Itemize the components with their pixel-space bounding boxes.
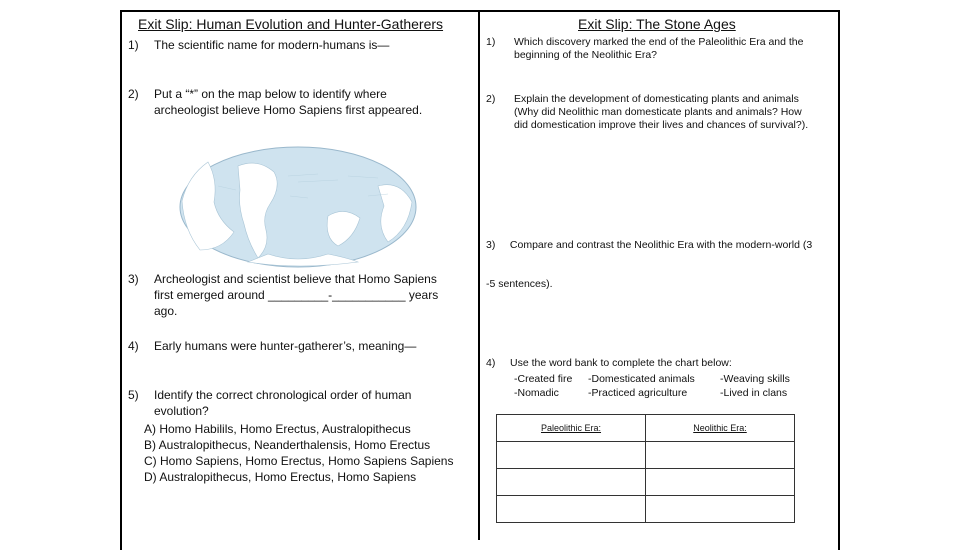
- q2-line1: Put a “*” on the map below to identify where: [154, 87, 387, 101]
- q5-line1: Identify the correct chronological order of human: [154, 388, 412, 402]
- q4-number: 4): [128, 339, 139, 353]
- world-map[interactable]: [178, 146, 418, 268]
- era-chart: [496, 414, 795, 523]
- left-q1: [128, 37, 390, 53]
- bank-practiced-agriculture: -Practiced agriculture: [588, 387, 688, 399]
- r-q3-line2: -5 sentences).: [486, 278, 553, 290]
- q5-option-d: D) Australopithecus, Homo Erectus, Homo Sapiens: [144, 470, 417, 484]
- q5-option-b: B) Australopithecus, Neanderthalensis, Homo Erectus: [144, 438, 431, 452]
- left-title: Exit Slip: Human Evolution and Hunter-Gatherers: [138, 16, 444, 32]
- left-q3: [128, 271, 468, 318]
- left-q4: [128, 338, 417, 354]
- right-q2: [486, 93, 836, 131]
- q4-text: Early humans were hunter-gatherer’s, meaning—: [154, 339, 417, 353]
- r-q4-number: 4): [486, 357, 496, 369]
- r-q2-line3: did domestication improve their lives and chances of survival?).: [514, 119, 809, 131]
- r-q1-number: 1): [486, 36, 496, 48]
- right-q3: [486, 213, 812, 304]
- q5-line2: evolution?: [154, 404, 209, 418]
- right-title: Exit Slip: The Stone Ages: [578, 16, 736, 32]
- chart-cell[interactable]: [646, 469, 795, 496]
- right-q4: [486, 357, 836, 370]
- q3-line1: Archeologist and scientist believe that Homo Sapiens: [154, 272, 437, 286]
- q5-option-a: A) Homo Habilils, Homo Erectus, Australopithecus: [144, 422, 411, 436]
- r-q2-number: 2): [486, 93, 496, 105]
- bank-created-fire: -Created fire: [514, 373, 573, 385]
- chart-cell[interactable]: [646, 442, 795, 469]
- chart-cell[interactable]: [646, 496, 795, 523]
- right-q1: [486, 36, 836, 61]
- r-q3-line1: 3) Compare and contrast the Neolithic Era with the modern-world (3: [486, 239, 813, 251]
- q2-number: 2): [128, 87, 139, 101]
- r-q4-text: Use the word bank to complete the chart below:: [510, 357, 732, 369]
- chart-cell[interactable]: [497, 496, 646, 523]
- bank-domesticated-animals: -Domesticated animals: [588, 373, 695, 385]
- q5-number: 5): [128, 388, 139, 402]
- r-q2-line1: Explain the development of domesticating plants and animals: [514, 93, 799, 105]
- chart-cell[interactable]: [497, 469, 646, 496]
- left-q5: [128, 387, 468, 484]
- bank-nomadic: -Nomadic: [514, 387, 559, 399]
- paleolithic-header: Paleolithic Era:: [497, 415, 646, 442]
- q5-option-c: C) Homo Sapiens, Homo Erectus, Homo Sapiens Sapiens: [144, 454, 454, 468]
- q3-line3: ago.: [154, 304, 178, 318]
- q2-line2: archeologist believe Homo Sapiens first appeared.: [154, 103, 423, 117]
- q3-line2: first emerged around _________-___________ years: [154, 288, 439, 302]
- bank-lived-in-clans: -Lived in clans: [720, 387, 788, 399]
- left-q2: [128, 86, 448, 117]
- neolithic-header: Neolithic Era:: [646, 415, 795, 442]
- r-q1-line2: beginning of the Neolithic Era?: [514, 49, 658, 61]
- r-q2-line2: (Why did Neolithic man domesticate plants and animals? How: [514, 106, 802, 118]
- r-q1-line1: Which discovery marked the end of the Paleolithic Era and the: [514, 36, 804, 48]
- bank-weaving-skills: -Weaving skills: [720, 373, 790, 385]
- q1-number: 1): [128, 38, 139, 52]
- q3-number: 3): [128, 272, 139, 286]
- q1-text: The scientific name for modern-humans is—: [154, 38, 390, 52]
- column-divider: [478, 10, 480, 540]
- chart-cell[interactable]: [497, 442, 646, 469]
